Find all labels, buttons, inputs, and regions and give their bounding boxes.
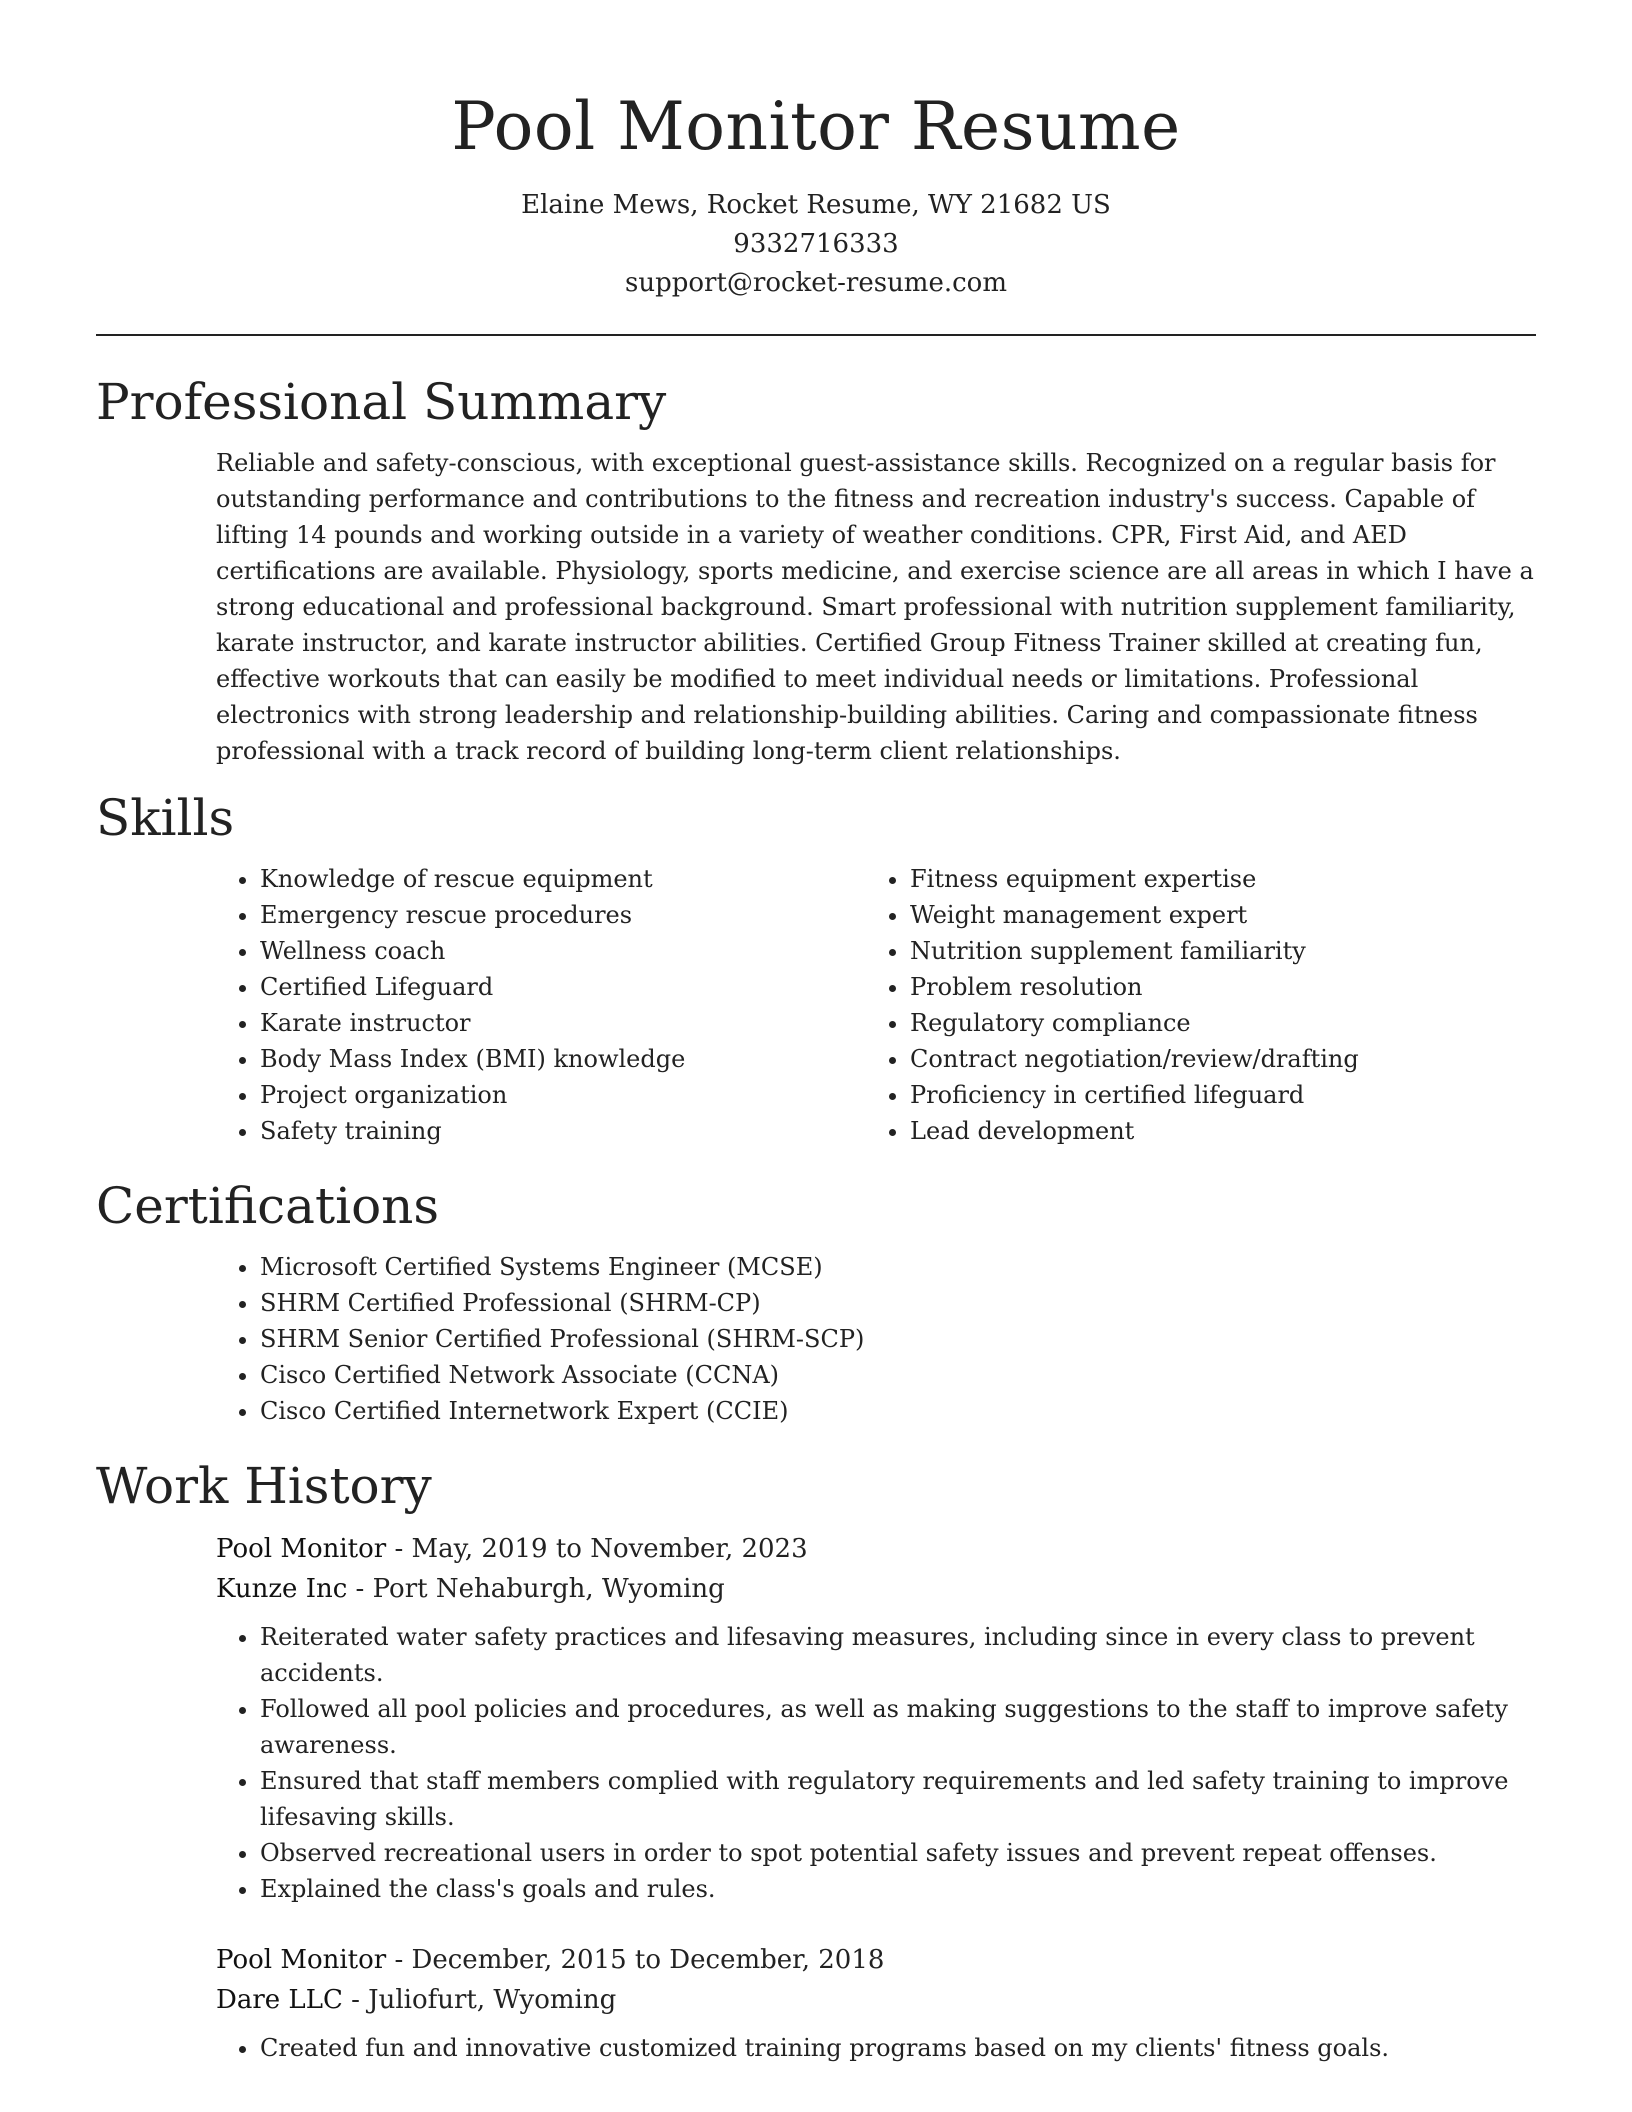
certification-item: • SHRM Certified Professional (SHRM-CP): [260, 1285, 1536, 1321]
certifications-heading: Certifications: [96, 1177, 440, 1235]
summary-heading: Professional Summary: [96, 373, 667, 431]
skill-item: • Wellness coach: [260, 933, 866, 969]
skill-item: • Weight management expert: [910, 897, 1516, 933]
skill-item: • Karate instructor: [260, 1005, 866, 1041]
contact-email: support@rocket-resume.com: [624, 268, 1007, 298]
job-bullet: • Observed recreational users in order to spot potential safety issues and prevent repeat offenses.: [260, 1835, 1536, 1871]
job-title-line: [216, 1940, 1536, 1980]
job-company: Dare LLC: [216, 1985, 343, 2015]
job-company-line: [216, 1980, 1536, 2020]
certifications-list: [216, 1249, 1536, 1429]
job-location: - Port Nehaburgh, Wyoming: [347, 1574, 725, 1604]
job-dates: - May, 2019 to November, 2023: [386, 1534, 808, 1564]
skill-item: • Fitness equipment expertise: [910, 861, 1516, 897]
contact-address: Elaine Mews, Rocket Resume, WY 21682 US: [521, 190, 1111, 220]
job-bullet: • Followed all pool policies and procedures, as well as making suggestions to the staff to improve safety awareness.: [260, 1691, 1536, 1763]
skill-item: • Nutrition supplement familiarity: [910, 933, 1516, 969]
skill-item: • Regulatory compliance: [910, 1005, 1516, 1041]
contact-phone: 9332716333: [733, 229, 899, 259]
skill-item: • Problem resolution: [910, 969, 1516, 1005]
job-bullets: [216, 2030, 1536, 2066]
job-dates: - December, 2015 to December, 2018: [386, 1945, 885, 1975]
certification-item: • Microsoft Certified Systems Engineer (MCSE): [260, 1249, 1536, 1285]
skill-item: • Emergency rescue procedures: [260, 897, 866, 933]
job-bullets: [216, 1619, 1536, 1907]
skills-grid: [216, 861, 1536, 1149]
job-bullet: • Ensured that staff members complied with regulatory requirements and led safety training to improve lifesaving skills.: [260, 1763, 1536, 1835]
header-divider: [96, 334, 1536, 336]
job-company-line: [216, 1569, 1536, 1609]
job-bullet: • Explained the class's goals and rules.: [260, 1871, 1536, 1907]
certification-item: • SHRM Senior Certified Professional (SHRM-SCP): [260, 1321, 1536, 1357]
skills-column-left: [216, 861, 866, 1149]
contact-block: [96, 186, 1536, 303]
job-title: Pool Monitor: [216, 1534, 387, 1564]
skill-item: • Proficiency in certified lifeguard: [910, 1077, 1516, 1113]
skill-item: • Project organization: [260, 1077, 866, 1113]
skills-heading: Skills: [96, 789, 235, 847]
work-history-heading: Work History: [96, 1457, 432, 1515]
job-title-line: [216, 1529, 1536, 1569]
skill-item: • Safety training: [260, 1113, 866, 1149]
certification-item: • Cisco Certified Internetwork Expert (CCIE): [260, 1393, 1536, 1429]
skill-item: • Knowledge of rescue equipment: [260, 861, 866, 897]
resume-page: [96, 0, 1536, 2066]
summary-text: Reliable and safety-conscious, with exceptional guest-assistance skills. Recognized on a regular basis for outstanding performance and contributions to the fitness and recreation industry's success. Capable of lifting 14 pounds and working outside in a variety of weather conditions. CPR, First Aid, and AED certifications are available. Physiology, sports medicine, and exercise science are all areas in which I have a strong educational and professional background. Smart professional with nutrition supplement familiarity, karate instructor, and karate instructor abilities. Certified Group Fitness Trainer skilled at creating fun, effective workouts that can easily be modified to meet individual needs or limitations. Professional electronics with strong leadership and relationship-building abilities. Caring and compassionate fitness professional with a track record of building long-term client relationships.: [216, 449, 1534, 765]
job-bullet: • Created fun and innovative customized training programs based on my clients' fitness goals.: [260, 2030, 1536, 2066]
job-company: Kunze Inc: [216, 1574, 348, 1604]
job-entry: [216, 1529, 1536, 1907]
job-location: - Juliofurt, Wyoming: [342, 1985, 617, 2015]
job-entry: [216, 1940, 1536, 2066]
job-title: Pool Monitor: [216, 1945, 387, 1975]
skill-item: • Contract negotiation/review/drafting: [910, 1041, 1516, 1077]
job-bullet: • Reiterated water safety practices and lifesaving measures, including since in every class to prevent accidents.: [260, 1619, 1536, 1691]
certification-item: • Cisco Certified Network Associate (CCNA): [260, 1357, 1536, 1393]
resume-title: Pool Monitor Resume: [451, 88, 1181, 165]
skill-item: • Lead development: [910, 1113, 1516, 1149]
skill-item: • Body Mass Index (BMI) knowledge: [260, 1041, 866, 1077]
skill-item: • Certified Lifeguard: [260, 969, 866, 1005]
skills-column-right: [866, 861, 1516, 1149]
